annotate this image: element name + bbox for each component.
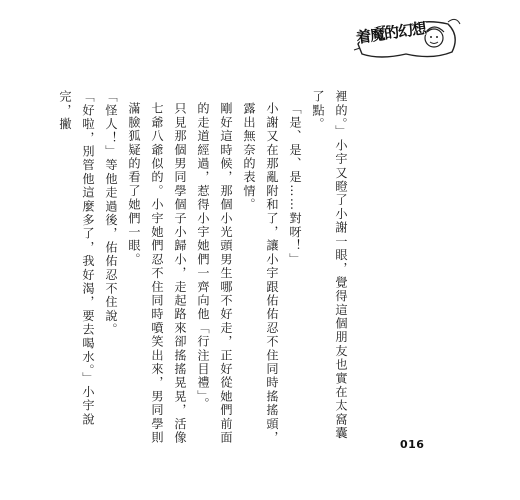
page-number: 016	[400, 438, 425, 451]
vertical-text-body	[58, 90, 352, 450]
paragraph: 「怪人！」等他走過後，佑佑忍不住說。	[104, 90, 118, 337]
paragraph: 只見那個男同學個子小歸小，走起路來卻搖搖晃晃，活像七爺八爺似的。小宇她們忍不住同時噴笑出來，男同學則滿臉狐疑的看了她們一眼。	[127, 102, 187, 445]
paragraph: 裡的。」小宇又瞪了小謝一眼，覺得這個朋友也實在太窩囊了點。	[311, 90, 348, 441]
paragraph: 「是、是、是……對呀！」	[288, 102, 302, 267]
paragraph: 小謝又在那亂附和了，讓小宇跟佑佑忍不住同時搖搖頭，露出無奈的表情。	[242, 102, 279, 445]
paragraph: 剛好這時候，那個小光頭男生哪不好走，正好從她們前面的走道經過，惹得小宇她們一齊向他「行注目禮」。	[196, 102, 233, 445]
paragraph: 「好啦，別管他這麼多了，我好渴，要去喝水。」小宇說完，撇	[58, 90, 95, 427]
series-logo	[352, 14, 462, 62]
logo-title: 着魔的幻想	[355, 19, 427, 47]
